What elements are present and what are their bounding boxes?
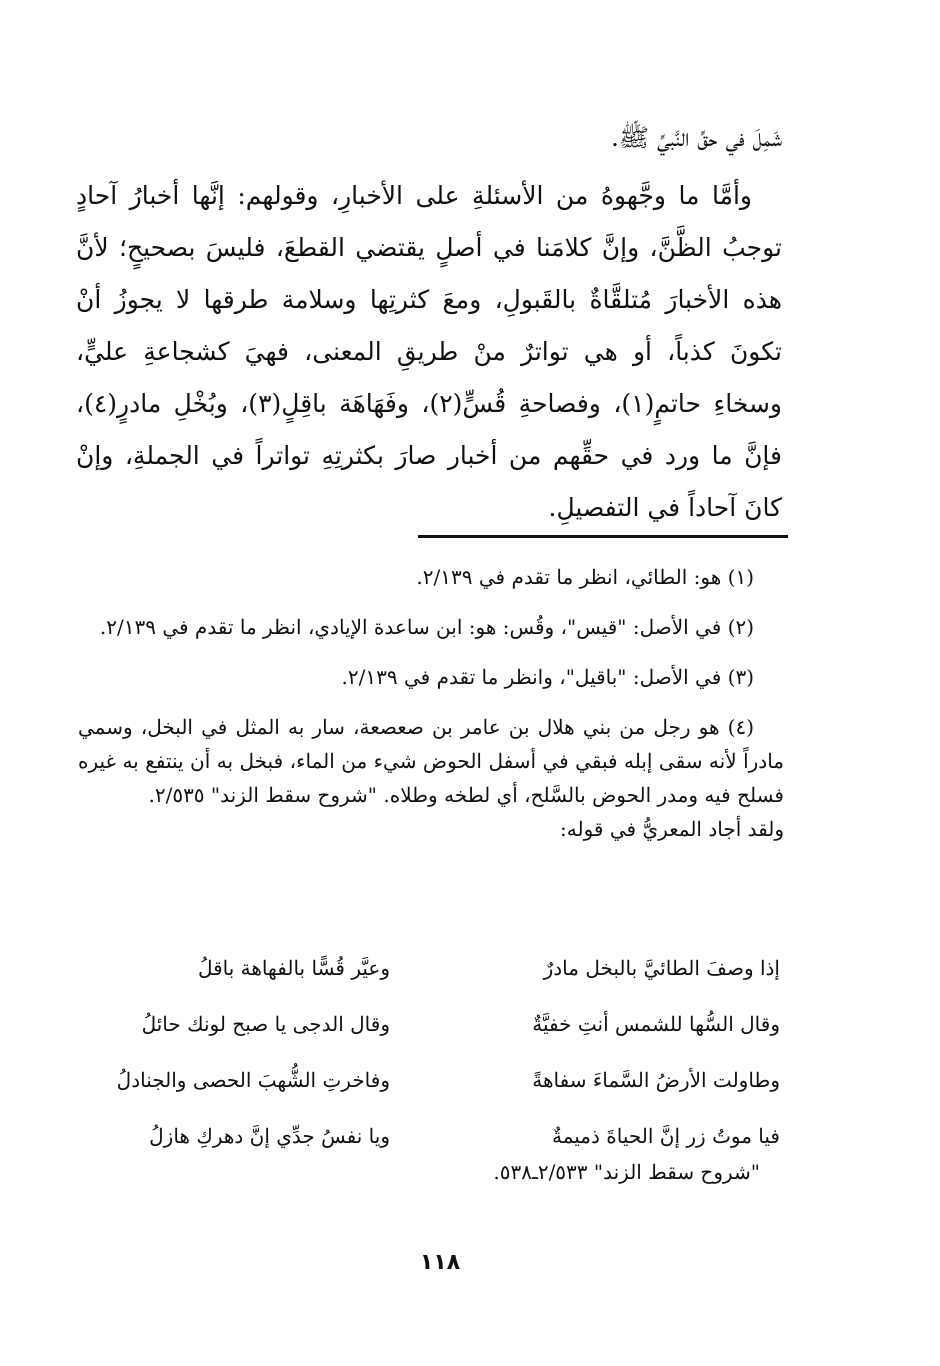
paragraph-2: وأمَّا ما وجَّهوهُ من الأسئلةِ على الأخبارِ، وقولهم: إنَّها أخبارُ آحادٍ توجبُ الظَّنَّ، وإنَّ كلامَنا في أصلٍ يقتضي القطعَ، فليسَ بصحيحٍ؛ لأنَّ هذه الأخبارَ مُتلقَّاةٌ بالقَبولِ، ومعَ كثرتِها وسلامة طرقها لا يجوزُ أنْ تكونَ كذباً، أو هي تواترٌ منْ طريقِ المعنى، فهيَ كشجاعةِ عليٍّ، وسخاءِ حاتمٍ(١)، وفصاحةِ قُسٍّ(٢)، وفَهَاهَة باقِلٍ(٣)، وبُخْلِ مادرٍ(٤)، فإنَّ ما ورد في حقِّهم من أخبار صارَ بكثرتِهِ تواتراً في الجملةِ، وإنْ كانَ آحاداً في التفصيلِ. [76,181,782,522]
paragraph-1: شَمِلَ في حقِّ النَّبيِّ ﷺ. [610,123,782,152]
footnotes [78,560,784,868]
footnote-4: (٤) هو رجل من بني هلال بن عامر بن صعصعة، سار به المثل في البخل، وسمي مادراً لأنه سقى إبله فبقي في أسفل الحوض شيء من الماء، فبخل به أن ينتفع به غيره فسلح فيه ومدر الحوض بالسَّلح، أي لطخه وطلاه. "شروح سقط الزند" ٢/٥٣٥. [78,715,784,807]
poem-verse [100,1052,780,1108]
hemistich-second: وفاخرتِ الشُّهبَ الحصى والجنادلُ [116,1068,390,1092]
footnote-separator [418,535,788,538]
footnote-1: (١) هو: الطائي، انظر ما تقدم في ٢/١٣٩. [416,565,754,589]
hemistich-first: فيا موتُ زر إنَّ الحياةَ ذميمةٌ [551,1124,780,1148]
hemistich-second: وعيَّر قُسًّا بالفهاهة باقلُ [197,956,390,980]
poem-verse [100,940,780,996]
footnote-4-continuation: ولقد أجاد المعريُّ في قوله: [560,817,784,841]
hemistich-second: ويا نفسُ جدِّي إنَّ دهركِ هازلُ [149,1124,390,1148]
hemistich-first: إذا وصفَ الطائيَّ بالبخل مادرٌ [543,956,780,980]
poem [100,940,780,1164]
hemistich-first: وطاولت الأرضُ السَّماءَ سفاهةً [532,1068,780,1092]
footnote-3: (٣) في الأصل: "باقيل"، وانظر ما تقدم في ٢/١٣٩. [341,665,754,689]
footnote-2: (٢) في الأصل: "قيس"، وقُس: هو: ابن ساعدة الإيادي، انظر ما تقدم في ٢/١٣٩. [99,615,754,639]
hemistich-second: وقال الدجى يا صبح لونك حائلُ [141,1012,390,1036]
poem-source: "شروح سقط الزند" ٢/٥٣٣ـ٥٣٨. [493,1160,760,1184]
poem-verse [100,1108,780,1164]
page-number: ١١٨ [419,1250,461,1275]
hemistich-first: وقال السُّها للشمس أنتِ خفيَّةٌ [532,1012,780,1036]
poem-verse [100,996,780,1052]
main-body-text [76,112,782,534]
